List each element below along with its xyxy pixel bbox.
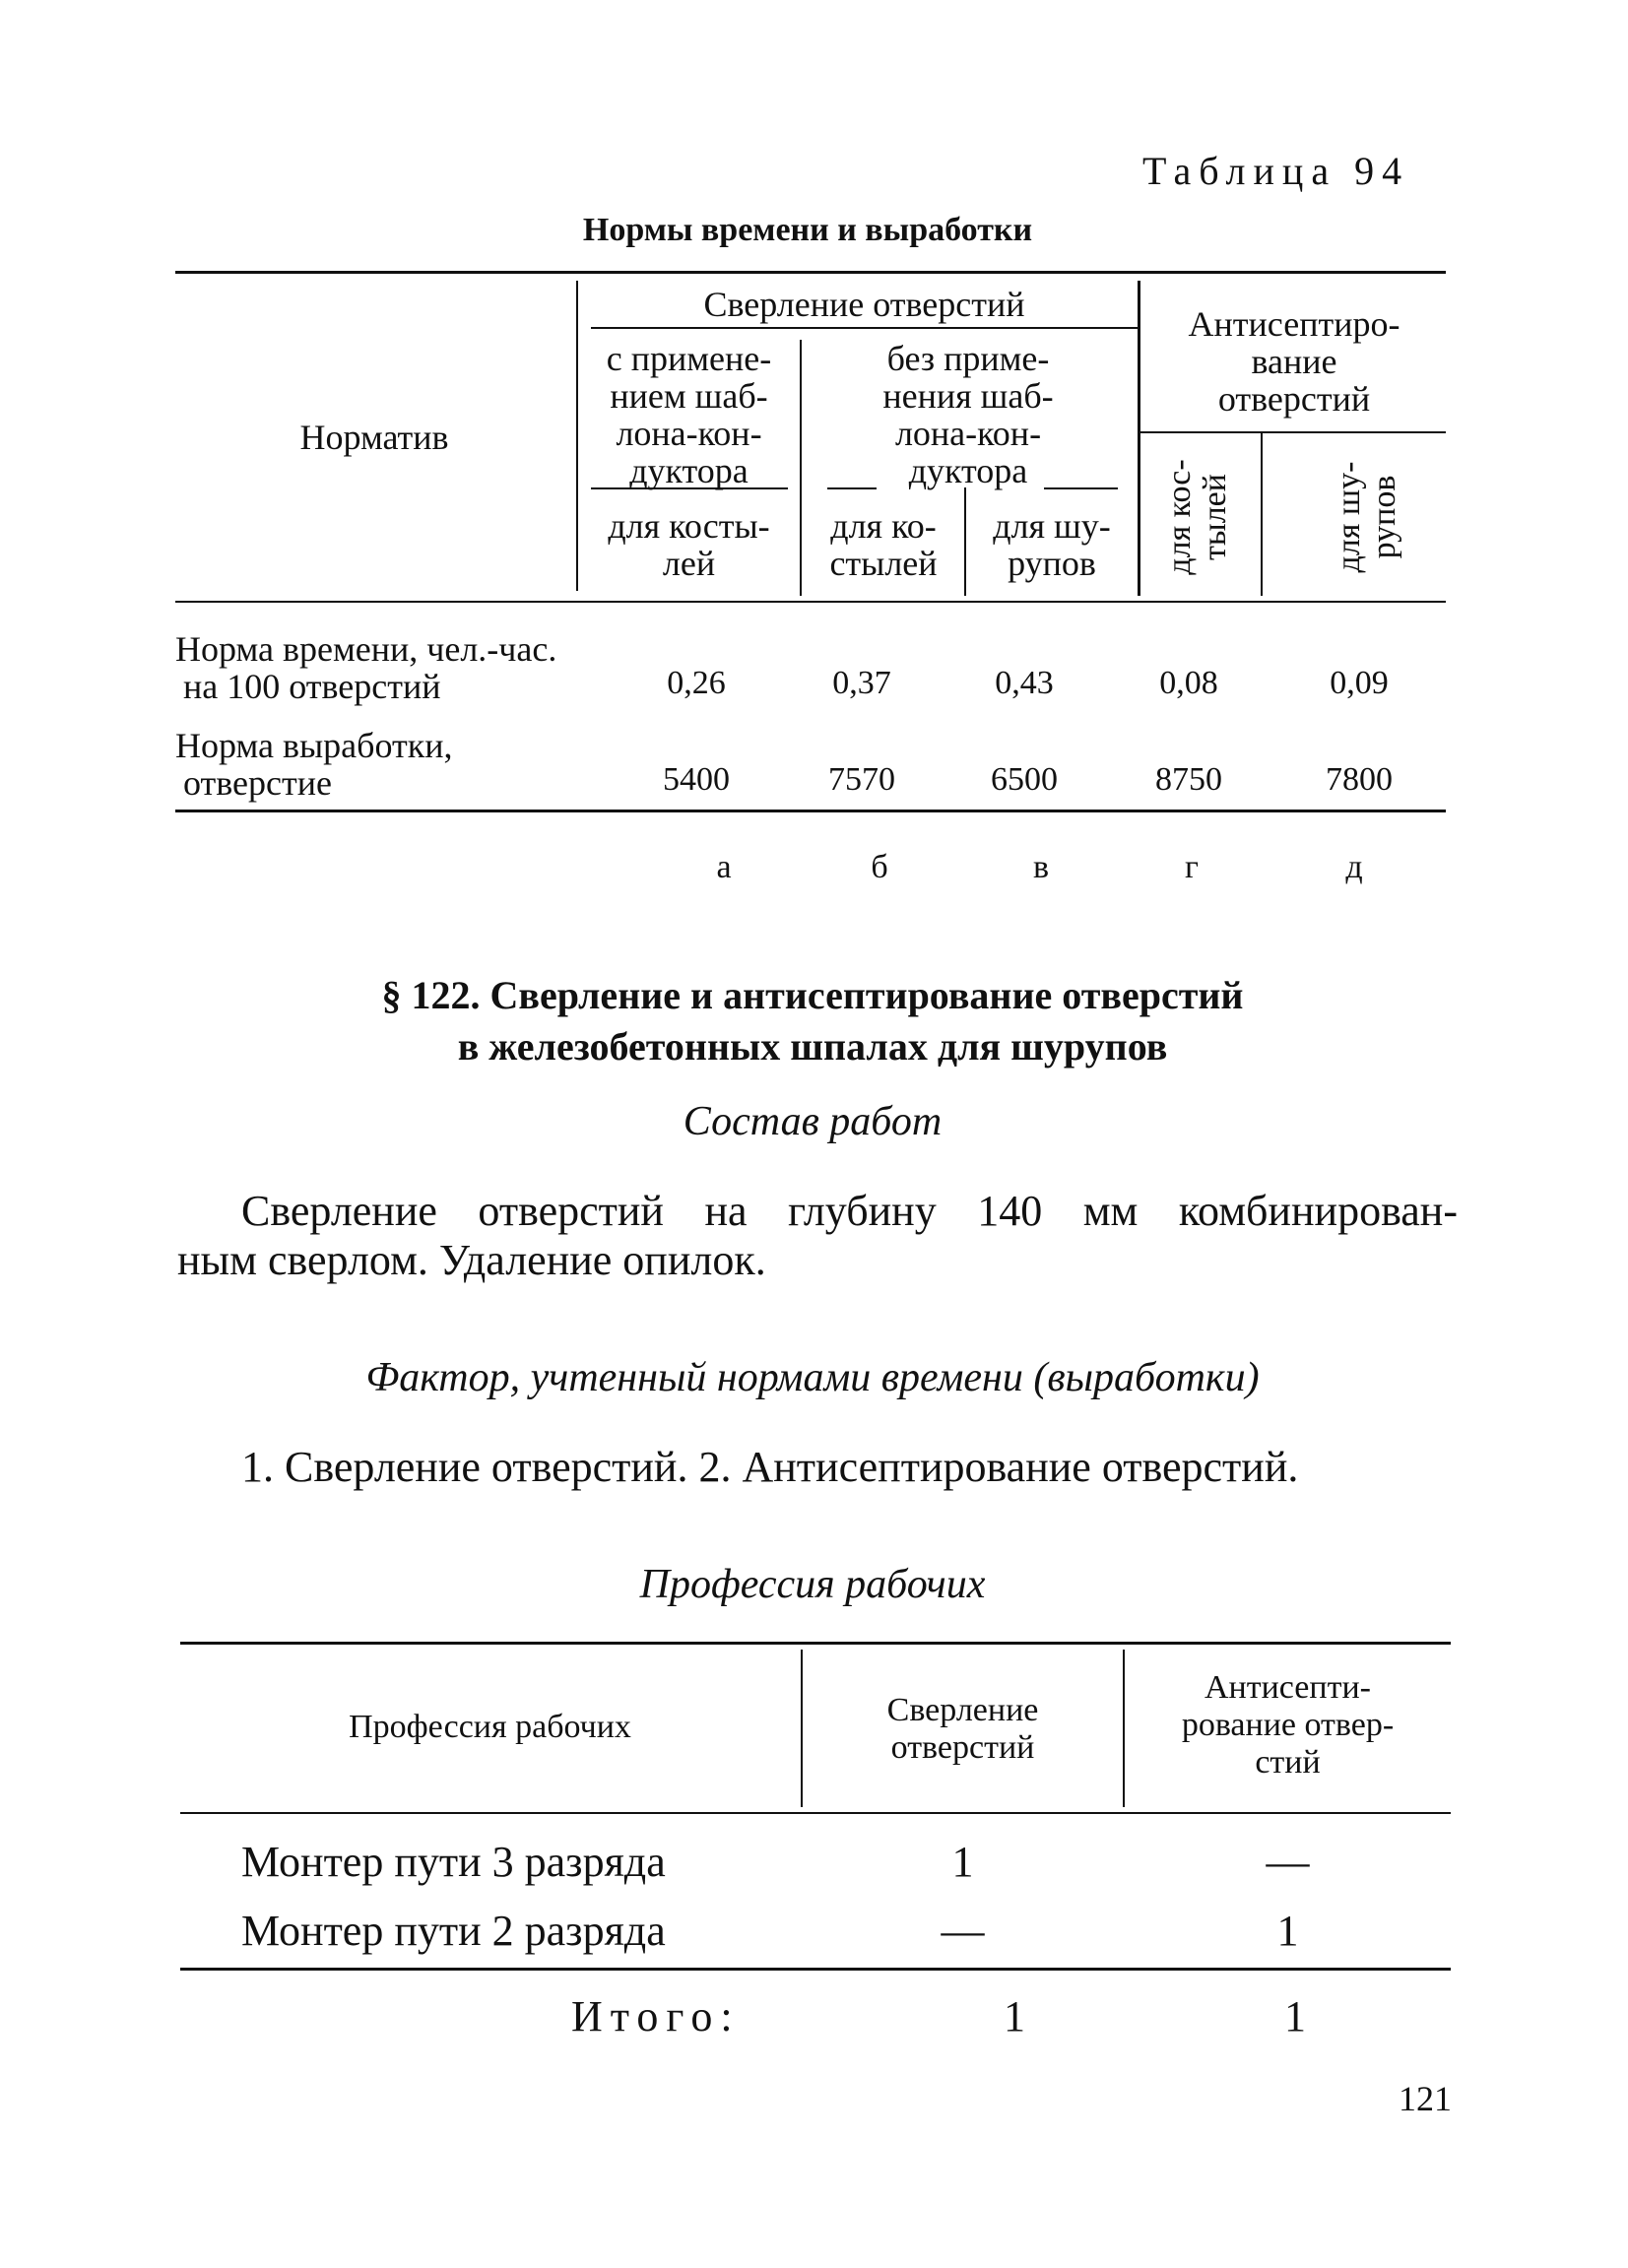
workers-table-vline-1	[801, 1650, 803, 1807]
column-letter-g: г	[1185, 849, 1199, 885]
table94-vline-1	[576, 281, 578, 591]
worker-row-1-drilling: 1	[951, 1838, 974, 1886]
table94-vline-2	[800, 340, 802, 596]
work-composition-title: Состав работ	[683, 1099, 943, 1144]
cell-output-g: 8750	[1155, 761, 1222, 798]
cell-output-v: 6500	[991, 761, 1058, 798]
worker-row-2-antiseptic: 1	[1276, 1907, 1299, 1955]
workers-header-antiseptic: Антисепти- рование отвер- стий	[1181, 1669, 1395, 1781]
workers-table-vline-2	[1123, 1650, 1125, 1807]
total-antiseptic: 1	[1284, 1992, 1306, 2041]
header-with-template: с примене- нием шаб- лона-кон- дуктора	[606, 339, 772, 490]
table94-hline-drilling	[591, 327, 1138, 329]
table-label: Таблица 94	[1142, 149, 1410, 193]
cell-output-d: 7800	[1326, 761, 1393, 798]
factor-text: 1. Сверление отверстий. 2. Антисептирование отверстий.	[241, 1443, 1299, 1491]
column-letter-b: б	[871, 849, 888, 885]
row-time-norm-label: Норма времени, чел.-час. на 100 отверстий	[175, 629, 557, 706]
profession-title: Профессия рабочих	[639, 1562, 986, 1607]
cell-output-a: 5400	[663, 761, 730, 798]
table94-top-rule	[175, 271, 1446, 274]
total-drilling: 1	[1004, 1992, 1025, 2041]
table94-header-rule	[175, 601, 1446, 603]
table94-bottom-rule	[175, 810, 1446, 812]
header-antiseptic-group: Антисептиро- вание отверстий	[1188, 304, 1400, 419]
factor-title: Фактор, учтенный нормами времени (выработки)	[365, 1355, 1260, 1400]
worker-row-2-name: Монтер пути 2 разряда	[241, 1907, 666, 1955]
column-letter-a: а	[716, 849, 732, 885]
cell-time-v: 0,43	[995, 665, 1054, 701]
header-normative: Норматив	[299, 418, 449, 457]
row-output-norm-label: Норма выработки, отверстие	[175, 726, 453, 803]
table-title: Нормы времени и выработки	[582, 212, 1033, 248]
table94-vline-4	[1138, 281, 1140, 596]
cell-time-g: 0,08	[1159, 665, 1218, 701]
workers-table-top-rule	[180, 1642, 1451, 1645]
workers-header-drilling: Сверление отверстий	[886, 1692, 1039, 1766]
header-without-template: без приме- нения шаб- лона-кон- дуктора	[882, 339, 1054, 490]
total-label: Итого:	[571, 1992, 741, 2041]
work-composition-text: Сверление отверстий на глубину 140 мм комбинирован- ным сверлом. Удаление опилок.	[177, 1187, 1458, 1284]
table94-vline-5	[1261, 433, 1263, 596]
workers-header-profession: Профессия рабочих	[349, 1709, 631, 1745]
table94-vline-3	[964, 487, 966, 596]
workers-table-bottom-rule	[180, 1968, 1451, 1971]
header-for-spikes-antiseptic: для кос- тылей	[1161, 459, 1233, 575]
worker-row-1-name: Монтер пути 3 разряда	[241, 1838, 666, 1886]
worker-row-1-antiseptic: —	[1266, 1838, 1310, 1886]
header-drilling-group: Сверление отверстий	[703, 285, 1025, 324]
header-for-spikes-a: для косты- лей	[608, 506, 770, 583]
cell-time-d: 0,09	[1330, 665, 1389, 701]
section-heading: § 122. Сверление и антисептирование отверстий в железобетонных шпалах для шурупов	[381, 973, 1244, 1069]
cell-output-b: 7570	[828, 761, 895, 798]
header-for-spikes-b: для ко- стылей	[829, 506, 938, 583]
column-letter-v: в	[1032, 849, 1050, 885]
column-letter-d: д	[1345, 849, 1363, 885]
header-for-screws-antiseptic: для шу- рупов	[1331, 461, 1402, 573]
page-number: 121	[1399, 2079, 1452, 2118]
workers-table-header-rule	[180, 1812, 1451, 1814]
header-for-screws-b: для шу- рупов	[993, 506, 1111, 583]
cell-time-a: 0,26	[667, 665, 726, 701]
cell-time-b: 0,37	[832, 665, 891, 701]
worker-row-2-drilling: —	[941, 1907, 985, 1955]
